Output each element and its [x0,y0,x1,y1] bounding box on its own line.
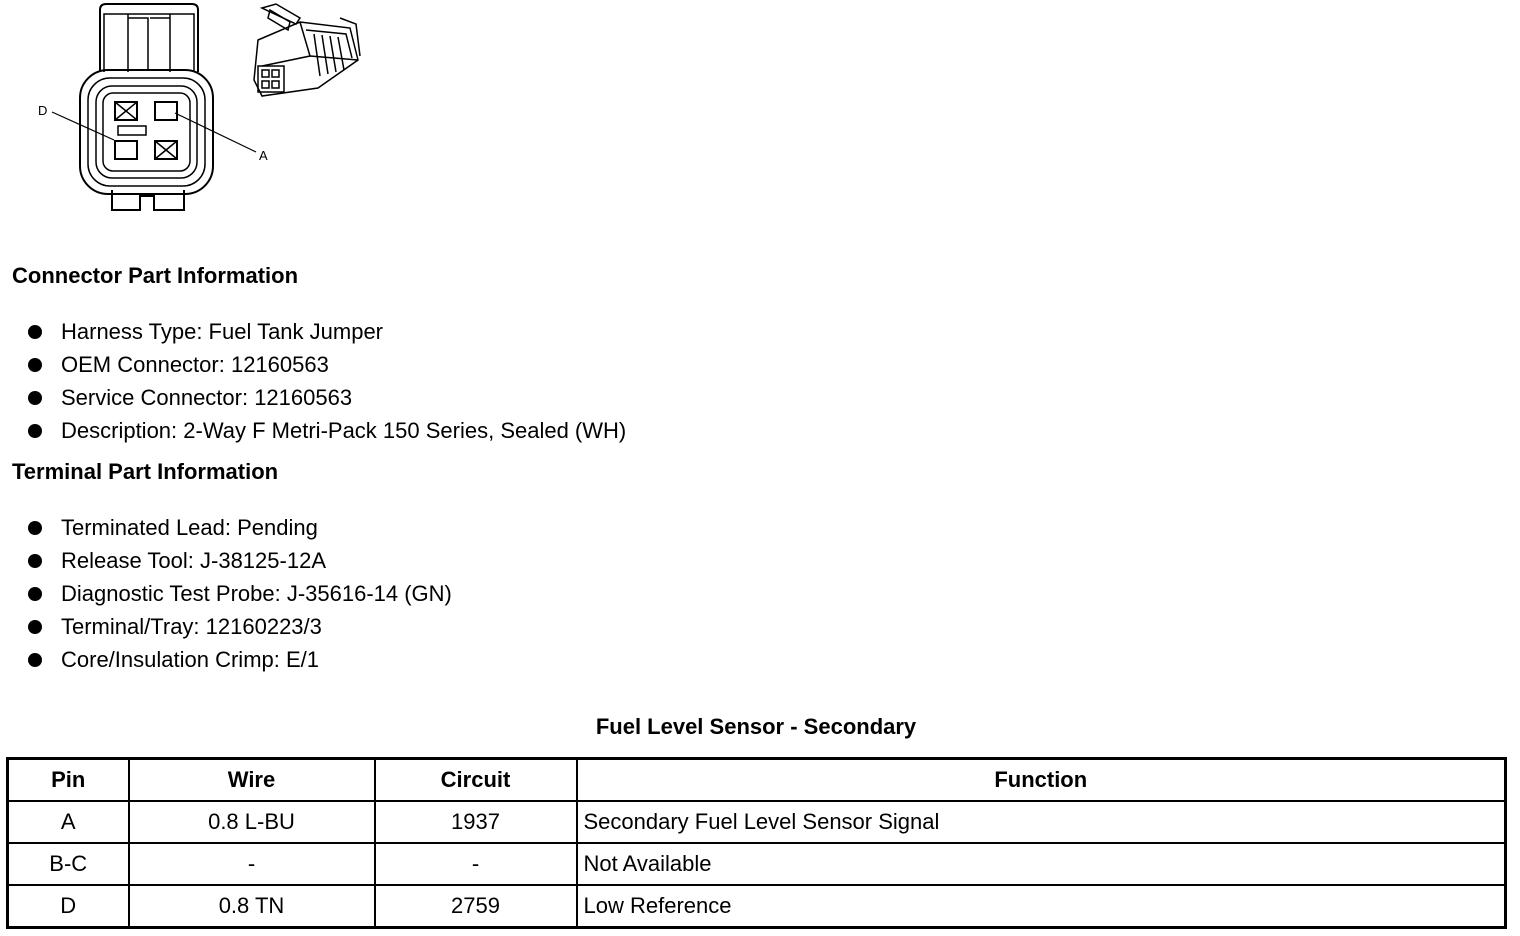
cavity-c [115,141,137,159]
list-item: Release Tool: J-38125-12A [28,544,452,577]
bullet-icon [28,358,42,372]
connector-diagram [0,0,400,220]
bullet-icon [28,554,42,568]
pinout-table [6,757,1507,929]
connector-isometric [254,4,360,96]
table-title: Fuel Level Sensor - Secondary [595,714,917,739]
cell-function: Not Available [577,843,1506,885]
column-header-circuit: Circuit [375,759,577,802]
cell-function: Low Reference [577,885,1506,928]
cell-pin: A [8,801,129,843]
list-item: Terminated Lead: Pending [28,511,452,544]
list-item: Harness Type: Fuel Tank Jumper [28,315,626,348]
cavity-a [155,102,177,120]
table-header-row [8,759,1506,802]
cell-wire: 0.8 TN [129,885,375,928]
pin-d-label: D [38,103,48,118]
bullet-icon [28,653,42,667]
cell-function: Secondary Fuel Level Sensor Signal [577,801,1506,843]
list-item: Description: 2-Way F Metri-Pack 150 Series, Sealed (WH) [28,414,626,447]
column-header-wire: Wire [129,759,375,802]
cell-circuit: 1937 [375,801,577,843]
terminal-info-heading: Terminal Part Information [12,459,279,484]
cell-wire: 0.8 L-BU [129,801,375,843]
list-item: OEM Connector: 12160563 [28,348,626,381]
bullet-icon [28,620,42,634]
pin-a-label: A [259,148,268,163]
table-row [8,801,1506,843]
cell-pin: D [8,885,129,928]
bullet-icon [28,325,42,339]
bullet-icon [28,587,42,601]
terminal-info-list [28,511,452,676]
connector-info-list [28,315,626,447]
bullet-icon [28,391,42,405]
cell-pin: B-C [8,843,129,885]
list-item: Core/Insulation Crimp: E/1 [28,643,452,676]
cell-wire: - [129,843,375,885]
column-header-function: Function [577,759,1506,802]
column-header-pin: Pin [8,759,129,802]
list-item: Service Connector: 12160563 [28,381,626,414]
bullet-icon [28,521,42,535]
table-row [8,843,1506,885]
cell-circuit: - [375,843,577,885]
bullet-icon [28,424,42,438]
cavity-key [118,126,146,135]
table-row [8,885,1506,928]
connector-info-heading: Connector Part Information [12,263,299,288]
list-item: Terminal/Tray: 12160223/3 [28,610,452,643]
cell-circuit: 2759 [375,885,577,928]
list-item: Diagnostic Test Probe: J-35616-14 (GN) [28,577,452,610]
